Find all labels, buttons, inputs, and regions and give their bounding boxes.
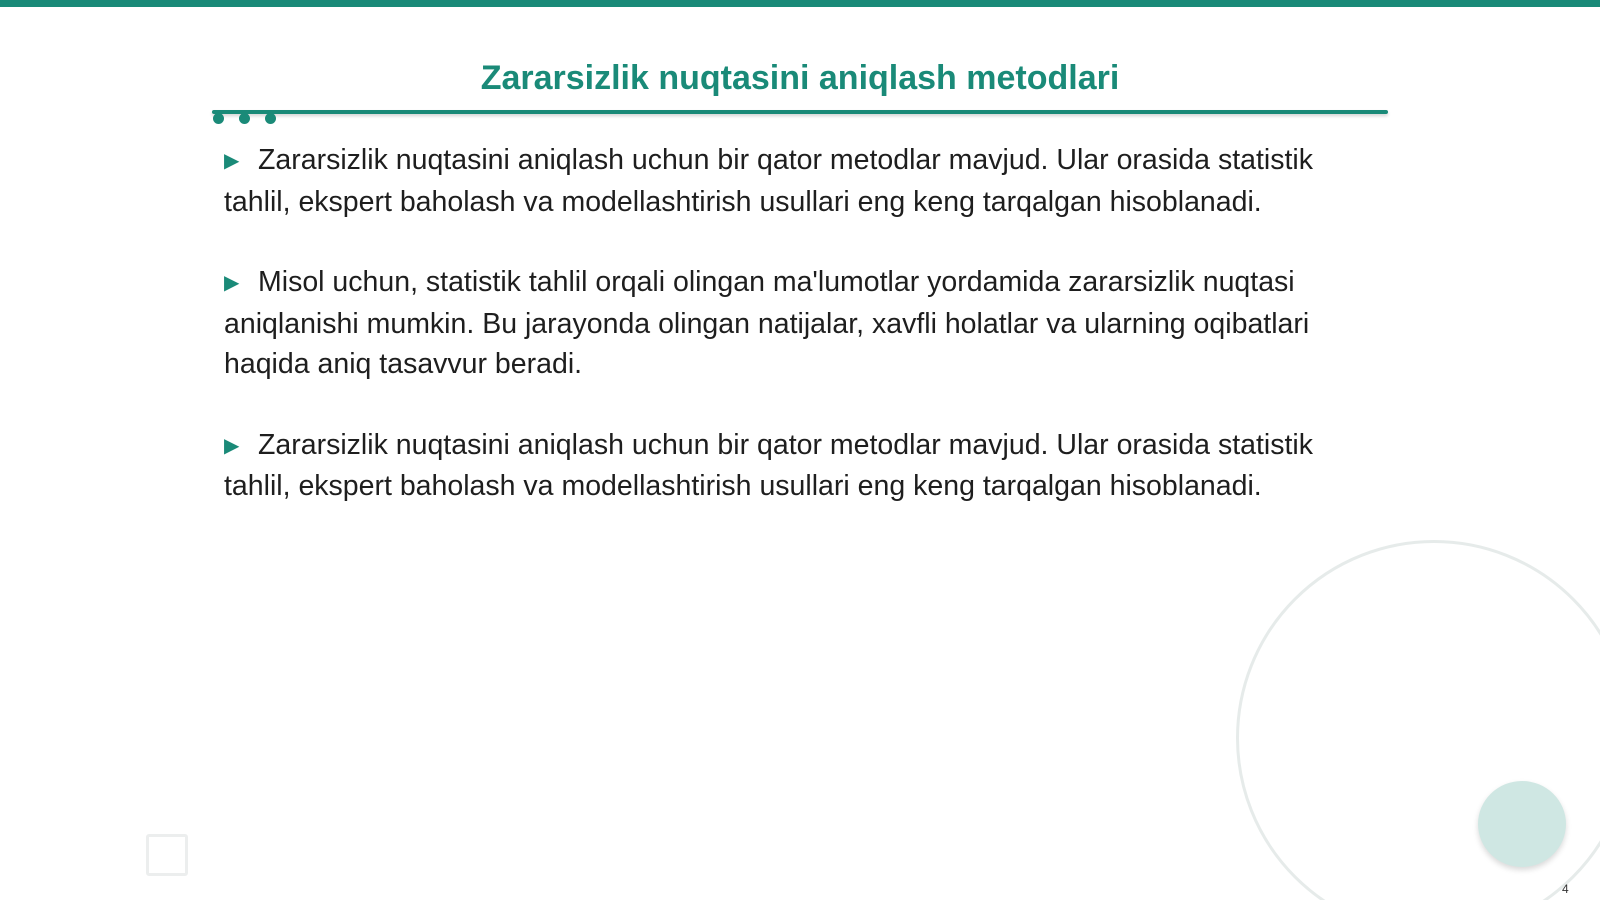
decor-dot bbox=[239, 113, 250, 124]
top-accent-bar bbox=[0, 0, 1600, 7]
decor-dot bbox=[213, 113, 224, 124]
decor-square bbox=[146, 834, 188, 876]
bullet-text: Zararsizlik nuqtasini aniqlash uchun bir qator metodlar mavjud. Ular orasida statistik tahlil, ekspert baholash va modellashtirish usullari eng keng tarqalgan hisoblanadi. bbox=[224, 428, 1313, 502]
triangle-bullet-icon: ▶ bbox=[224, 272, 240, 294]
bullet-item bbox=[224, 425, 1384, 507]
triangle-bullet-icon: ▶ bbox=[224, 434, 240, 457]
title-underline bbox=[212, 110, 1388, 114]
slide-title: Zararsizlik nuqtasini aniqlash metodlari bbox=[480, 59, 1120, 97]
decor-dot bbox=[265, 113, 276, 124]
bullet-item bbox=[224, 140, 1384, 222]
bullet-list bbox=[224, 140, 1384, 547]
triangle-bullet-icon: ▶ bbox=[224, 150, 240, 172]
bullet-text: Zararsizlik nuqtasini aniqlash uchun bir qator metodlar mavjud. Ular orasida statistik tahlil, ekspert baholash va modellashtirish usullari eng keng tarqalgan hisoblanadi. bbox=[224, 144, 1313, 218]
bullet-text: Misol uchun, statistik tahlil orqali olingan ma'lumotlar yordamida zararsizlik nuqtasi aniqlanishi mumkin. Bu jarayonda olingan natijalar, xavfli holatlar va ularning oqibatlari haqida aniq tasavvur beradi. bbox=[224, 266, 1310, 380]
bullet-item bbox=[224, 262, 1384, 385]
page-number: 4 bbox=[1562, 882, 1569, 896]
decor-circle-fill bbox=[1478, 781, 1566, 867]
